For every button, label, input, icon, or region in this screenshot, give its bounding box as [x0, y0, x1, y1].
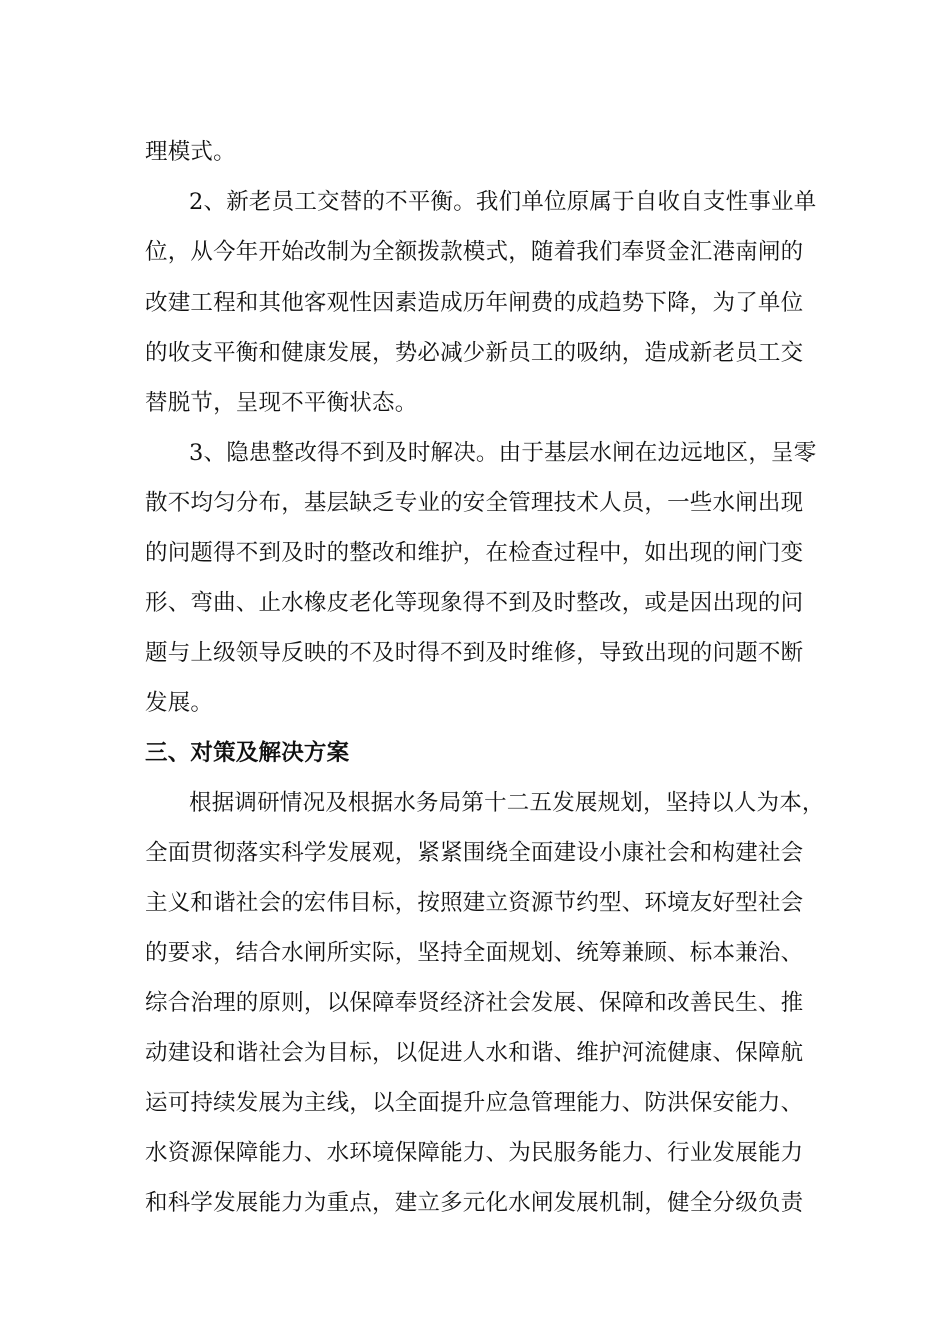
paragraph-line: 改建工程和其他客观性因素造成历年闸费的成趋势下降，为了单位	[145, 290, 804, 316]
paragraph-line: 理模式。	[145, 139, 236, 165]
paragraph-line: 位，从今年开始改制为全额拨款模式，随着我们奉贤金汇港南闸的	[145, 239, 804, 265]
paragraph-line: 水资源保障能力、水环境保障能力、为民服务能力、行业发展能力	[145, 1140, 804, 1166]
paragraph-line: 题与上级领导反映的不及时得不到及时维修，导致出现的问题不断	[145, 640, 804, 666]
paragraph-line: 的要求，结合水闸所实际，坚持全面规划、统筹兼顾、标本兼治、	[145, 940, 804, 966]
paragraph-line: 运可持续发展为主线，以全面提升应急管理能力、防洪保安能力、	[145, 1090, 804, 1116]
paragraph-line: 3、隐患整改得不到及时解决。由于基层水闸在边远地区，呈零	[189, 440, 817, 466]
paragraph-line: 和科学发展能力为重点，建立多元化水闸发展机制，健全分级负责	[145, 1190, 804, 1216]
section-heading: 三、对策及解决方案	[145, 740, 350, 766]
paragraph-line: 主义和谐社会的宏伟目标，按照建立资源节约型、环境友好型社会	[145, 890, 804, 916]
paragraph-line: 替脱节，呈现不平衡状态。	[145, 390, 418, 416]
paragraph-line: 发展。	[145, 690, 214, 716]
paragraph-line: 散不均匀分布，基层缺乏专业的安全管理技术人员，一些水闸出现	[145, 490, 804, 516]
paragraph-line: 综合治理的原则，以保障奉贤经济社会发展、保障和改善民生、推	[145, 990, 804, 1016]
paragraph-line: 的问题得不到及时的整改和维护，在检查过程中，如出现的闸门变	[145, 540, 804, 566]
paragraph-line: 的收支平衡和健康发展，势必减少新员工的吸纳，造成新老员工交	[145, 340, 804, 366]
paragraph-line: 形、弯曲、止水橡皮老化等现象得不到及时整改，或是因出现的问	[145, 590, 804, 616]
paragraph-line: 根据调研情况及根据水务局第十二五发展规划，坚持以人为本，	[189, 790, 825, 816]
paragraph-line: 全面贯彻落实科学发展观，紧紧围绕全面建设小康社会和构建社会	[145, 840, 804, 866]
paragraph-line: 2、新老员工交替的不平衡。我们单位原属于自收自支性事业单	[189, 189, 817, 215]
paragraph-line: 动建设和谐社会为目标，以促进人水和谐、维护河流健康、保障航	[145, 1040, 804, 1066]
